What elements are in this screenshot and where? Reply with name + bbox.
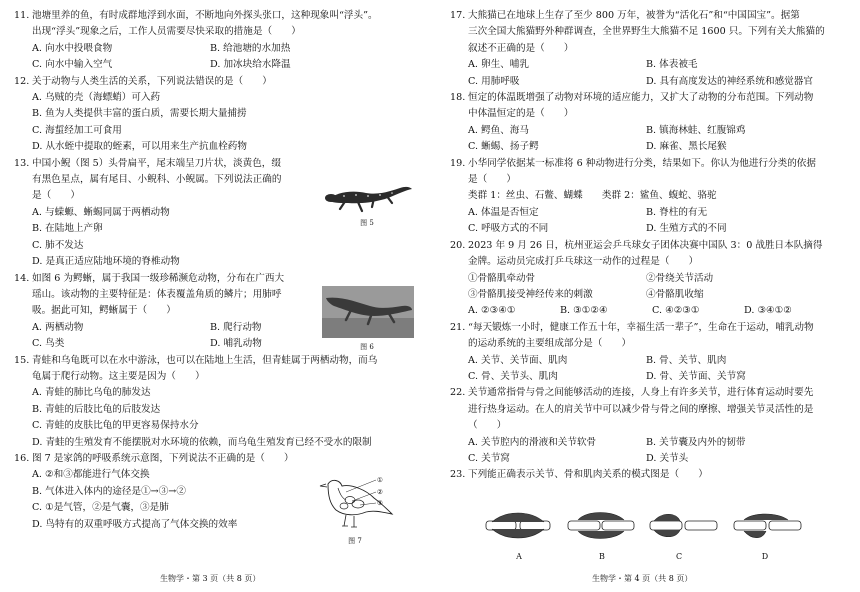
option-a: A. 鳄鱼、海马	[468, 124, 529, 136]
question-11	[14, 8, 424, 74]
question-text: 关节通常指骨与骨之间能够活动的连接，人身上有许多关节，进行体育运动时要先	[468, 387, 814, 399]
option-d: D. 从水蛭中提取的蛭素，可以用来生产抗血栓药物	[32, 141, 247, 153]
question-12	[14, 74, 424, 156]
option-c: C. 鸟类	[32, 338, 65, 350]
question-text: 叙述不正确的是（ ）	[468, 42, 574, 54]
question-20	[450, 238, 850, 320]
figure-6-caption: 图 6	[360, 343, 374, 351]
option-d: D. 骨、关节面、关节窝	[646, 370, 746, 382]
joint-diagram-d	[734, 514, 801, 538]
question-text: 出现“浮头”现象之后，工作人员需要尽快采取的措施是（ ）	[32, 26, 301, 38]
question-number: 15.	[14, 354, 30, 366]
option-d: D. 是真正适应陆地环境的脊椎动物	[32, 256, 180, 268]
option-b: B. 给池塘的水加热	[210, 42, 291, 54]
option-b: B. 青蛙的后肢比龟的后肢发达	[32, 403, 161, 415]
option-a: A. ②和③都能进行气体交换	[32, 469, 150, 481]
question-22	[450, 385, 850, 467]
question-text: 有黑色星点，属有尾目、小鲵科、小鲵属。下列说法正确的	[32, 174, 282, 186]
question-number: 11.	[14, 10, 30, 21]
option-c: C. ④②③①	[652, 305, 700, 317]
step-3: ③骨骼肌接受神经传来的刺激	[468, 288, 593, 300]
option-d: D. 关节头	[646, 452, 689, 464]
pigeon-respiratory-diagram	[316, 474, 394, 532]
option-a: A. ②③④①	[468, 305, 516, 317]
figure-7-mark-1: ①	[377, 476, 383, 484]
option-b: B. 在陆地上产卵	[32, 223, 103, 235]
option-c: C. 青蛙的皮肤比龟的甲更容易保持水分	[32, 420, 199, 432]
option-a: A. 关节腔内的滑液和关节软骨	[468, 436, 597, 448]
question-text: 池塘里养的鱼，有时成群地浮到水面，不断地向外探头张口，这种现象叫“浮头”。	[32, 10, 378, 21]
option-c: C. 用肺呼吸	[468, 75, 520, 87]
option-a: A. 卵生、哺乳	[468, 59, 529, 71]
option-c: C. 骨、关节头、肌肉	[468, 370, 558, 382]
option-c: C. 肺不发达	[32, 239, 84, 251]
page-footer-left: 生物学・第 3 页（共 8 页）	[160, 574, 261, 583]
option-c: C. 蜥蜴、扬子鳄	[468, 141, 539, 153]
step-4: ④骨骼肌收缩	[646, 288, 704, 300]
option-b: B. 脊柱的有无	[646, 206, 708, 218]
option-d: D. 加冰块给水降温	[210, 59, 291, 71]
question-number: 17.	[450, 10, 466, 21]
option-b: B. ③①②④	[560, 305, 608, 317]
option-d: D. 麻雀、黑长尾猴	[646, 141, 727, 153]
option-d: D. 青蛙的生殖发育不能摆脱对水环境的依赖，而乌龟生殖发育已经不受水的限制	[32, 436, 372, 448]
option-c: C. 关节窝	[468, 452, 510, 464]
question-text: 的运动系统的主要组成部分是（ ）	[468, 338, 632, 350]
option-a: A. 两栖动物	[32, 321, 84, 333]
question-text: 如图 6 为鳄蜥，属于我国一级珍稀濒危动物，分布在广西大	[32, 272, 285, 284]
question-text: 图 7 是家鸽的呼吸系统示意图，下列说法不正确的是（ ）	[32, 452, 294, 464]
option-d: D. 生殖方式的不同	[646, 223, 727, 235]
left-page	[14, 8, 424, 533]
option-b: B. 镇海林蛙、红腹锦鸡	[646, 124, 746, 136]
option-b: B. 鱼为人类提供丰富的蛋白质，需要长期大量捕捞	[32, 108, 247, 120]
question-text: 中国小鲵（图 5）头骨扁平，尾末端呈刀片状，淡黄色，缀	[32, 157, 281, 169]
option-a: A. 与蝾螈、蜥蜴同属于两栖动物	[32, 206, 170, 218]
question-number: 23.	[450, 469, 466, 481]
diagram-label-a: A	[516, 552, 522, 561]
joint-diagram-b	[568, 513, 634, 539]
question-text: “每天锻炼一小时，健康工作五十年，幸福生活一辈子”，生命在于运动，哺乳动物	[468, 321, 814, 333]
question-text: 进行热身运动。在人的肩关节中可以减少骨与骨之间的摩擦、增强关节灵活性的是	[468, 403, 814, 415]
option-a: A. 体温是否恒定	[468, 206, 539, 218]
question-number: 19.	[450, 157, 466, 169]
question-number: 21.	[450, 321, 466, 333]
crocodile-lizard-photo	[322, 286, 414, 338]
option-a: A. 乌贼的壳（海螵蛸）可入药	[32, 92, 161, 104]
option-d: D. ③④①②	[744, 305, 792, 317]
diagram-label-d: D	[761, 552, 769, 561]
option-d: D. 鸟特有的双重呼吸方式提高了气体交换的效率	[32, 518, 238, 530]
page-footer-right: 生物学・第 4 页（共 8 页）	[592, 574, 693, 583]
option-c: C. 海蜇经加工可食用	[32, 124, 122, 136]
question-text: 龟属于爬行动物。这主要是因为（ ）	[32, 370, 205, 382]
option-a: A. 关节、关节面、肌肉	[468, 354, 568, 366]
question-21	[450, 320, 850, 386]
question-text: 青蛙和乌龟既可以在水中游泳，也可以在陆地上生活，但青蛙属于两栖动物，而乌	[32, 354, 378, 366]
question-18	[450, 90, 850, 156]
classification-groups: 类群 1：丝虫、石鳖、蝴蝶 类群 2：鲨鱼、蝮蛇、骆驼	[468, 190, 717, 202]
figure-7-mark-3: ③	[377, 499, 383, 507]
joint-diagram-a	[486, 513, 550, 538]
diagram-label-c: C	[675, 552, 683, 561]
right-page	[450, 8, 850, 484]
step-1: ①骨骼肌牵动骨	[468, 272, 536, 284]
figure-7-mark-2: ②	[377, 488, 383, 496]
question-text: 三次全国大熊猫野外种群调查，全世界野生大熊猫不足 1600 只。下列有关大熊猫的	[468, 26, 825, 38]
option-d: D. 具有高度发达的神经系统和感觉器官	[646, 75, 813, 87]
joint-diagram-c	[650, 514, 717, 537]
option-b: B. 体表被毛	[646, 59, 698, 71]
figure-5-caption: 图 5	[360, 219, 374, 227]
question-number: 12.	[14, 75, 30, 87]
question-text: 下列能正确表示关节、骨和肌肉关系的模式图是（ ）	[468, 469, 708, 481]
question-text: （ ）	[468, 420, 507, 432]
question-text: 2023 年 9 月 26 日，杭州亚运会乒乓球女子团体决赛中国队 3：0 战胜日本队摘得	[468, 239, 823, 251]
option-c: C. 呼吸方式的不同	[468, 223, 549, 235]
option-b: B. 关节囊及内外的韧带	[646, 436, 746, 448]
option-b: B. 骨、关节、肌肉	[646, 354, 727, 366]
question-text: 吸。据此可知，鳄蜥属于（ ）	[32, 305, 176, 317]
step-2: ②骨绕关节活动	[646, 272, 714, 284]
question-text: 中体温恒定的是（ ）	[468, 108, 574, 120]
question-text: 金牌。运动员完成打乒乓球这一动作的过程是（ ）	[468, 256, 699, 268]
option-b: B. 爬行动物	[210, 321, 262, 333]
question-text: 是（ ）	[468, 174, 516, 186]
option-c: C. ①是气管，②是气囊，③是肺	[32, 502, 169, 514]
option-b: B. 气体进入体内的途径是①→③→②	[32, 485, 186, 497]
question-text: 瑶山。该动物的主要特征是：体表覆盖角质的鳞片；用肺呼	[32, 288, 282, 300]
question-text: 是（ ）	[32, 190, 80, 202]
joint-model-diagrams	[482, 506, 812, 550]
option-a: A. 向水中投喂食物	[32, 42, 113, 54]
question-number: 14.	[14, 272, 30, 284]
option-a: A. 青蛙的肺比乌龟的肺发达	[32, 387, 151, 399]
question-number: 16.	[14, 452, 30, 464]
question-text: 小华同学依据某一标准将 6 种动物进行分类，结果如下。你认为他进行分类的依据	[468, 157, 816, 169]
question-number: 22.	[450, 387, 466, 399]
question-15	[14, 353, 424, 451]
question-19	[450, 156, 850, 238]
question-23	[450, 467, 850, 483]
question-text: 恒定的体温既增强了动物对环境的适应能力，又扩大了动物的分布范围。下列动物	[468, 92, 814, 104]
question-number: 20.	[450, 239, 466, 251]
question-text: 大熊猫已在地球上生存了至少 800 万年，被誉为“活化石”和“中国国宝”。据第	[468, 10, 800, 21]
option-c: C. 向水中输入空气	[32, 59, 113, 71]
salamander-illustration	[322, 178, 414, 214]
figure-7-caption: 图 7	[348, 537, 362, 545]
option-d: D. 哺乳动物	[210, 338, 262, 350]
question-number: 13.	[14, 157, 30, 169]
question-17	[450, 8, 850, 90]
diagram-label-b: B	[599, 552, 605, 561]
question-text: 关于动物与人类生活的关系，下列说法错误的是（ ）	[32, 75, 272, 87]
question-number: 18.	[450, 92, 466, 104]
